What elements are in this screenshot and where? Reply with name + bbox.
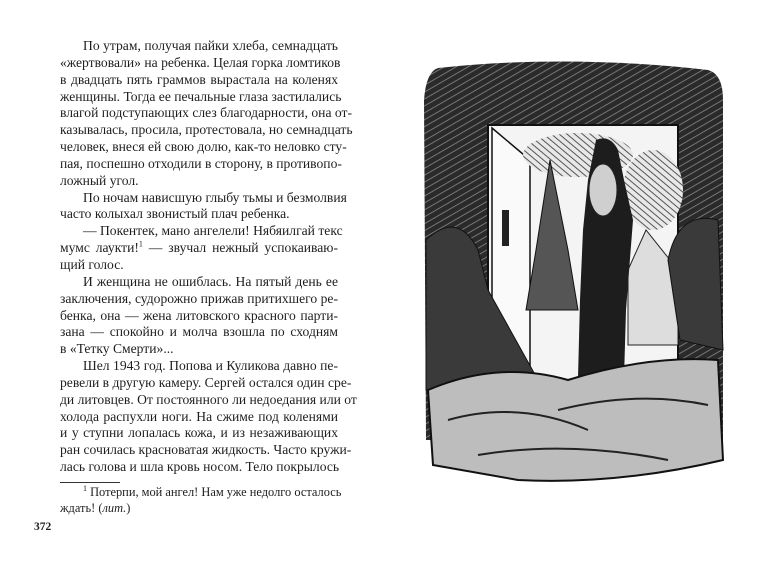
text-line: ди литовцев. От постоянного ли недоедания или от [60,391,357,407]
page-number: 372 [34,521,52,533]
footnote-line [60,501,338,517]
text-fragment: мумс лаукти! [60,240,139,256]
child [589,164,617,216]
text-line: ревели в другую камеру. Сергей остался один сре- [60,374,352,390]
text-fragment: ждать! ( [60,500,103,515]
text-line: пая, поспешно отходили в сторону, в противопо- [60,155,342,171]
prisoners-floor [428,359,723,481]
text-line: щий голос. [60,256,124,272]
text-line: часто колыхал звонистый плач ребенка. [60,206,290,222]
text-line: бенка, она — жена литовского красного парти- [60,307,338,323]
text-line: По ночам нависшую глыбу тьмы и безмолвия [83,189,347,205]
footnote [60,483,342,516]
text-fragment: Потерпи, мой ангел! Нам уже недолго осталось [87,485,342,499]
text-line: — Покентек, мано ангелели! Нябяилгай текс [83,223,343,239]
text-line: ложный угол. [60,172,139,188]
text-line: ран сочилась красноватая жидкость. Часто кружи- [60,442,352,458]
footnote-divider [60,482,120,483]
footnote-reference[interactable]: 1 [138,239,143,249]
text-line: человек, внеся ей свою долю, как-то неловко сту- [60,139,347,155]
text-line: По утрам, получая пайки хлеба, семнадцать [83,38,338,53]
main-text [60,38,357,476]
text-fragment: лит. [102,500,127,515]
text-line: и у ступни лопалась кожа, и из незаживающих [60,425,338,441]
door-window [502,210,509,246]
text-fragment: — звучал нежный успокаиваю- [142,240,338,256]
text-line: Шел 1943 год. Попова и Куликова давно пе- [83,358,338,374]
text-line: в двадцать пять граммов вырастала на коленях [60,71,338,87]
text-fragment: ) [126,500,131,515]
text-line: «жертвовали» на ребенка. Целая горка ломтиков [60,54,341,70]
text-line: в «Тетку Смерти»... [60,341,174,357]
text-line: заключения, судорожно прижав притихшего ре- [60,290,338,306]
text-line: лась голова и шла кровь носом. Тело покрылось [60,459,340,475]
text-line: И женщина не ошиблась. На пятый день ее [83,273,338,289]
text-line: казывалась, просила, протестовала, но семнадцать [60,122,353,138]
footnote-mark: 1 [83,483,87,493]
text-line: влагой подступающих слез благодарности, она от- [60,105,352,121]
text-line [60,240,338,257]
text-line: холода распухли ноги. На сжиме под коленями [60,408,338,424]
text-line: зана — спокойно и молча взошла по сходням [60,324,338,340]
illustration [418,60,730,485]
text-line: женщины. Тогда ее печальные глаза застилались [60,88,342,104]
footnote-line [60,483,342,501]
